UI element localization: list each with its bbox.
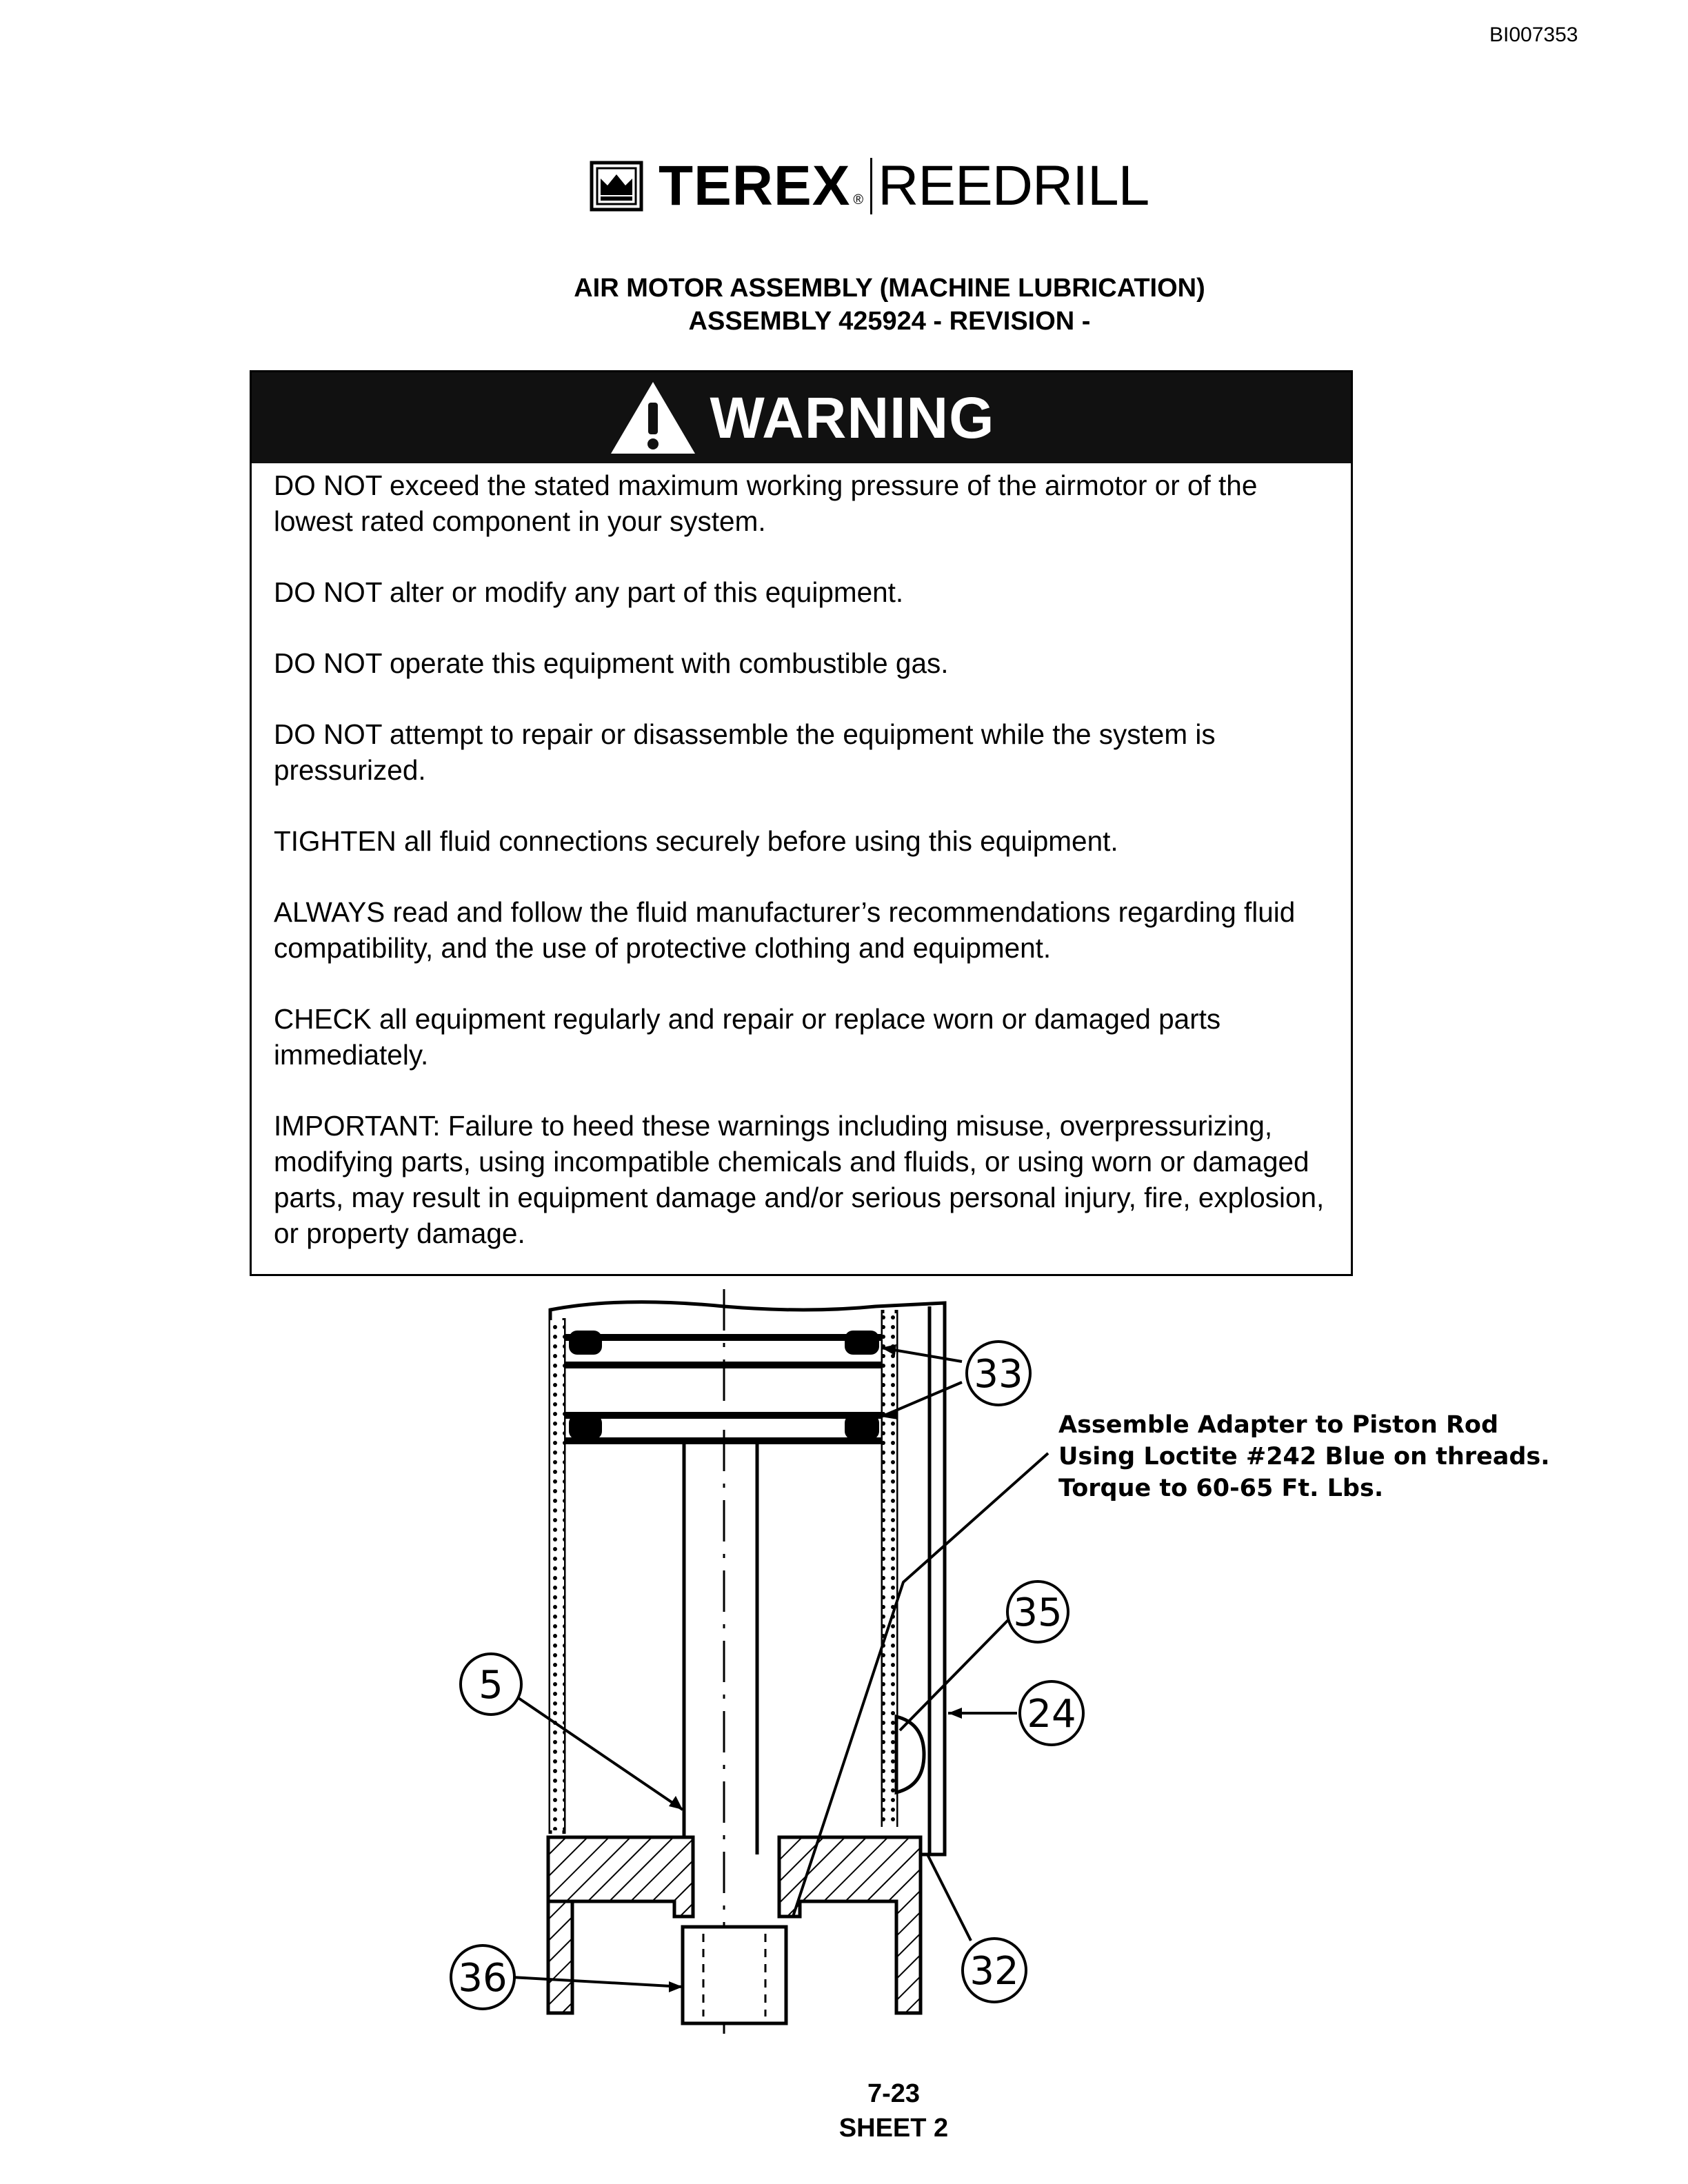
callout-32-label: 32 [969, 1949, 1019, 1994]
cylinder-wall-right [883, 1313, 896, 1827]
warning-heading: WARNING [710, 385, 995, 450]
page-footer [0, 2076, 1688, 2145]
warning-item: CHECK all equipment regularly and repair or replace worn or damaged parts immediately. [274, 1003, 1221, 1071]
warning-item: DO NOT exceed the stated maximum working pressure of the airmotor or of the lowest rated component in your system. [274, 469, 1258, 537]
warning-item: DO NOT attempt to repair or disassemble the equipment while the system is pressurized. [274, 718, 1216, 786]
page-number: 7-23 [867, 2079, 921, 2108]
callout-36-label: 36 [458, 1956, 508, 2001]
warning-item: TIGHTEN all fluid connections securely before using this equipment. [274, 825, 1118, 857]
note-line-3: Torque to 60-65 Ft. Lbs. [1058, 1475, 1384, 1502]
adapter [683, 1927, 786, 2023]
warning-item: IMPORTANT: Failure to heed these warnings including misuse, overpressurizing, modifying parts, using incompatible chemicals and fluids, or using worn or damaged parts, may result in equipment damage and/or serious personal injury, fire, explosion, or property damage. [274, 1110, 1325, 1249]
callout-35-label: 35 [1013, 1590, 1063, 1635]
warning-item: DO NOT alter or modify any part of this equipment. [274, 576, 904, 608]
callout-24-label: 24 [1027, 1692, 1076, 1737]
document-id: BI007353 [1489, 23, 1578, 46]
registered-mark: ® [853, 192, 864, 208]
warning-item: ALWAYS read and follow the fluid manufacturer’s recommendations regarding fluid compatibility, and the use of protective clothing and equipment. [274, 896, 1296, 964]
callout-33-label: 33 [974, 1352, 1023, 1397]
note-line-2: Using Loctite #242 Blue on threads. [1058, 1443, 1550, 1470]
note-line-1: Assemble Adapter to Piston Rod [1058, 1411, 1499, 1439]
cylinder-wall-left [550, 1320, 564, 1830]
brand-secondary: REEDRILL [878, 154, 1149, 217]
callout-5-label: 5 [479, 1663, 503, 1708]
sheet-number: SHEET 2 [838, 2114, 949, 2143]
brand-primary: TEREX [659, 154, 851, 217]
assembly-note [1058, 1411, 1550, 1502]
warning-item: DO NOT operate this equipment with combustible gas. [274, 647, 949, 679]
title-line-2: ASSEMBLY 425924 - REVISION - [688, 307, 1091, 336]
title-line-1: AIR MOTOR ASSEMBLY (MACHINE LUBRICATION) [574, 274, 1205, 303]
